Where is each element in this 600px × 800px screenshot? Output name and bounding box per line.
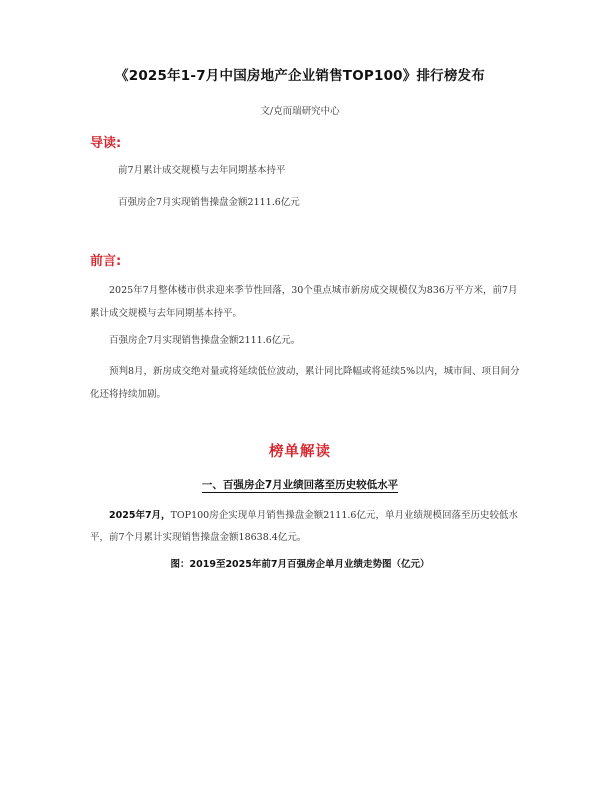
author-line: 文/克而瑞研究中心 (260, 106, 340, 117)
section-title: 榜单解读 (269, 444, 331, 460)
preface-paragraph-1: 2025年7月整体楼市供求迎来季节性回落，30个重点城市新房成交规模仅为836万平方米，前7月累计成交规模与去年同期基本持平。 (90, 285, 518, 319)
document-title: 《2025年1-7月中国房地产企业销售TOP100》排行榜发布 (115, 68, 485, 84)
preface-heading: 前言: (90, 254, 122, 269)
intro-item-2: 百强房企7月实现销售操盘金额2111.6亿元 (118, 197, 300, 208)
subsection-title-text: 一、百强房企7月业绩回落至历史较低水平 (201, 479, 399, 491)
subsection-title (0, 477, 600, 492)
body-lead: 2025年7月， (109, 510, 171, 521)
intro-heading: 导读: (90, 136, 122, 151)
preface-paragraph-3: 预判8月，新房成交绝对量或将延续低位波动，累计同比降幅或将延续5%以内，城市间、项目间分化还将持续加剧。 (90, 366, 520, 400)
section-body-paragraph (90, 505, 520, 549)
figure-caption: 图：2019至2025年前7月百强房企单月业绩走势图（亿元） (170, 559, 430, 570)
body-text: TOP100房企实现单月销售操盘金额2111.6亿元，单月业绩规模回落至历史较低水平，前7个月累计实现销售操盘金额18638.4亿元。 (90, 510, 518, 543)
intro-item-1: 前7月累计成交规模与去年同期基本持平 (118, 165, 286, 176)
preface-paragraph-2: 百强房企7月实现销售操盘金额2111.6亿元。 (109, 335, 301, 346)
